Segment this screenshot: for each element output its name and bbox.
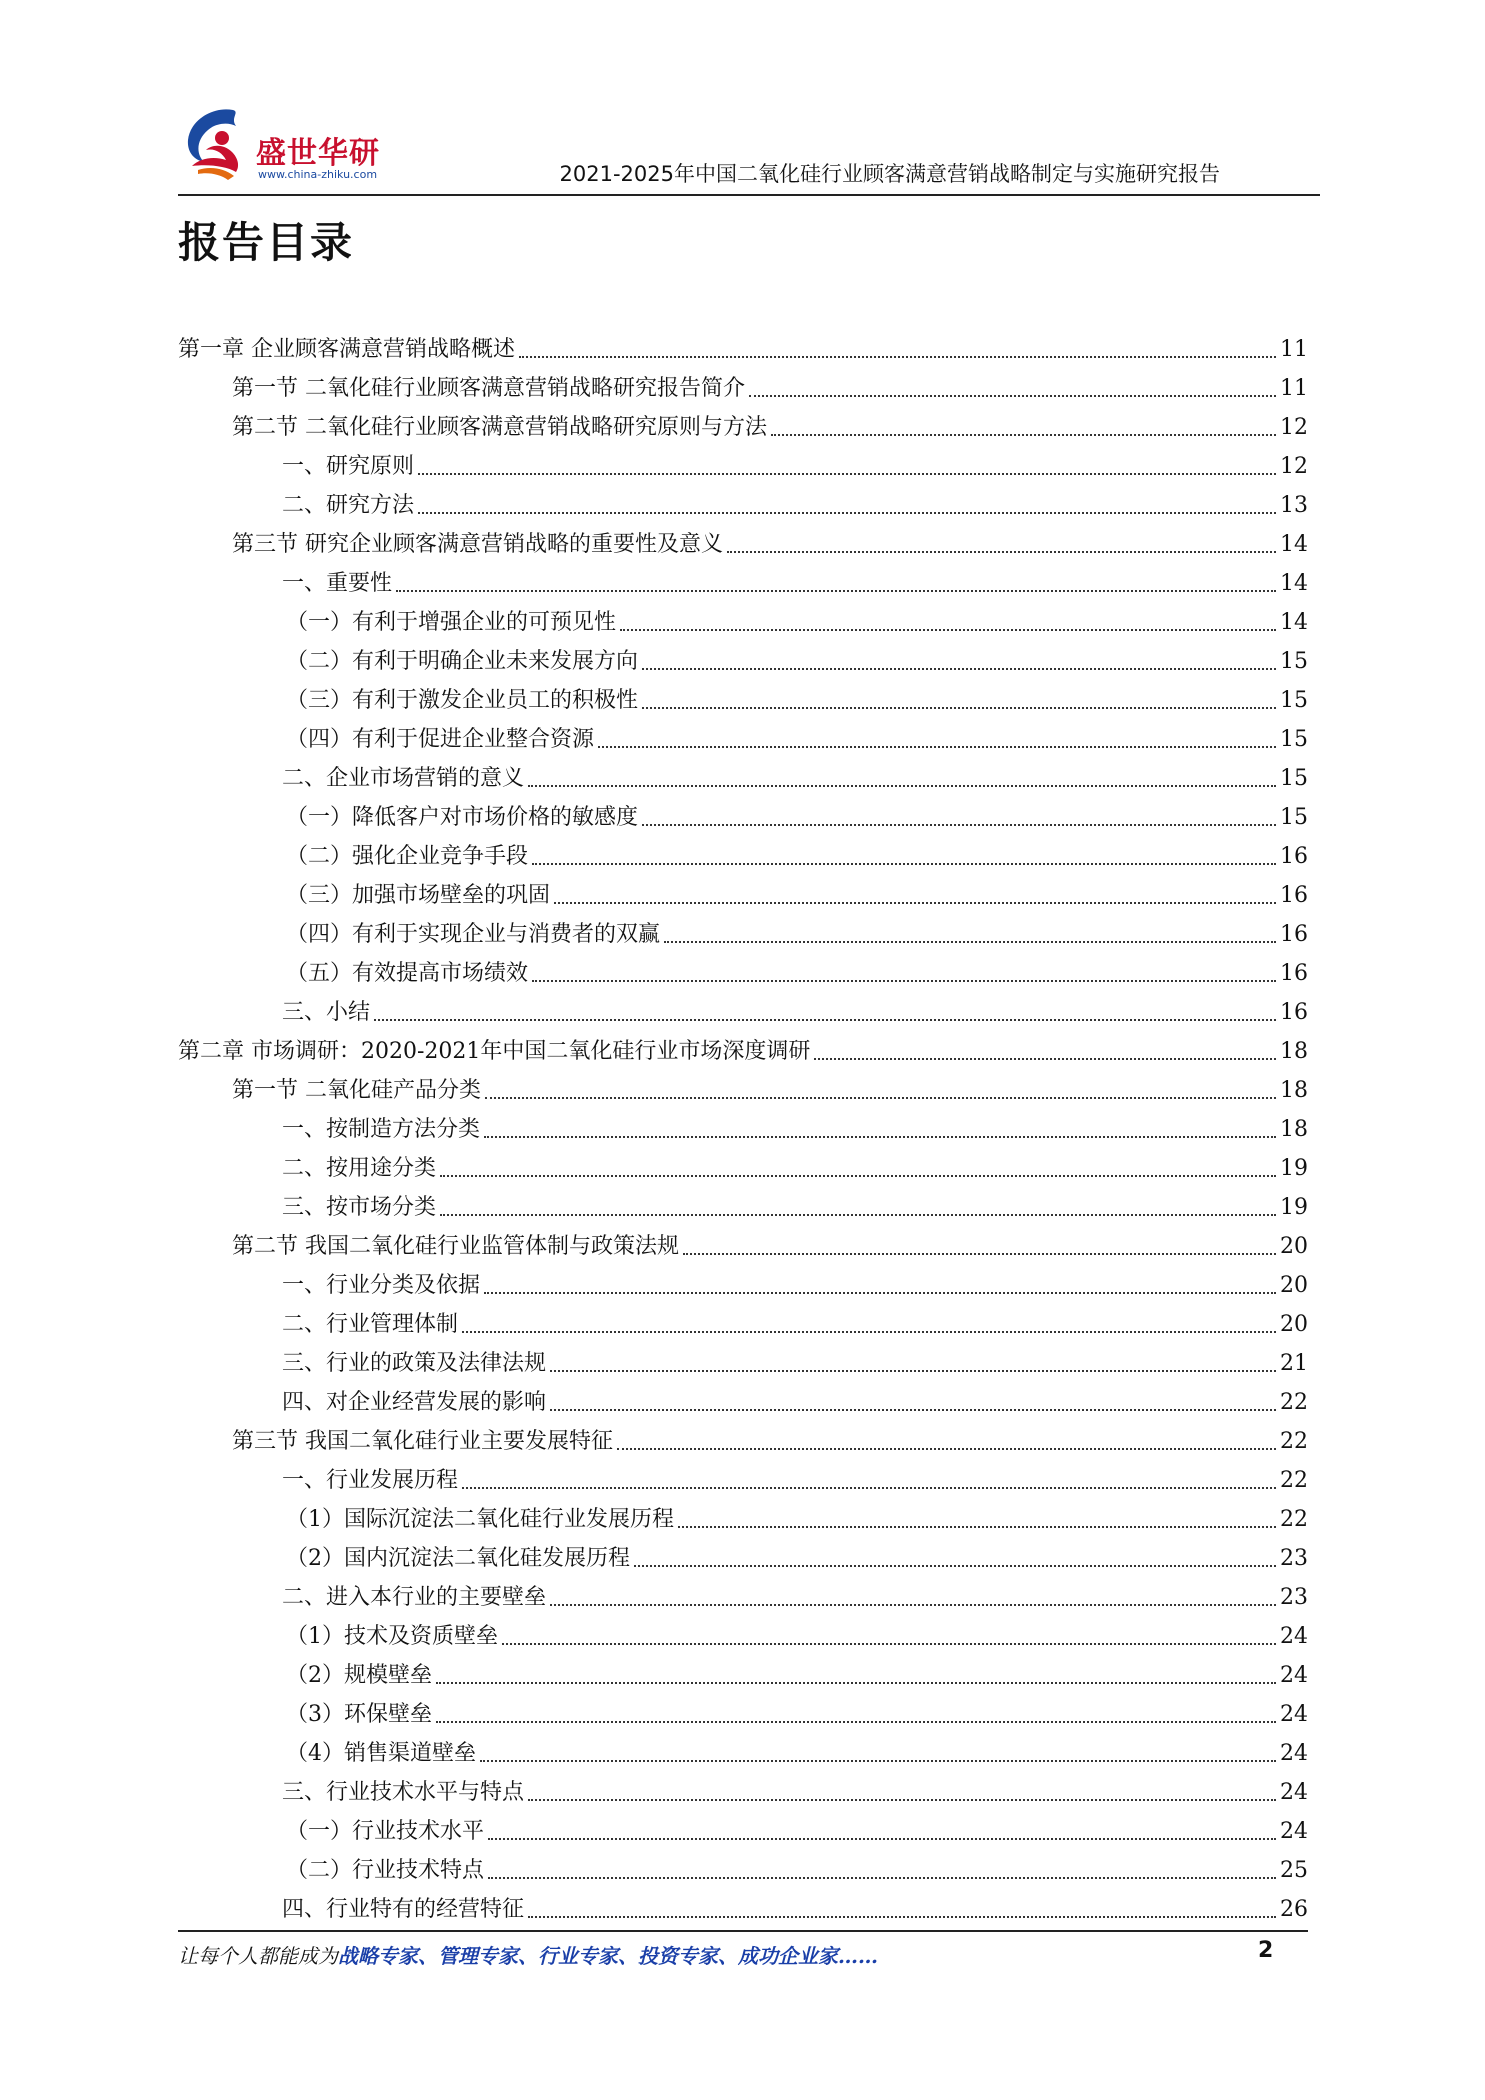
toc-entry-title: 一、行业发展历程 — [282, 1468, 459, 1493]
toc-entry[interactable] — [178, 1886, 1308, 1925]
toc-entry-page: 24 — [1280, 1819, 1308, 1844]
toc-leader-dots — [396, 590, 1276, 592]
toc-entry-title: 三、小结 — [282, 1000, 371, 1025]
report-title: 2021-2025年中国二氧化硅行业顾客满意营销战略制定与实施研究报告 — [559, 162, 1220, 186]
toc-entry-title: （一）行业技术水平 — [286, 1819, 485, 1844]
slogan-roles: 战略专家、管理专家、行业专家、投资专家、成功企业家…… — [338, 1944, 878, 1968]
toc-leader-dots — [436, 1682, 1276, 1684]
toc-entry[interactable] — [178, 1535, 1308, 1574]
toc-entry-title: 第二节 二氧化硅行业顾客满意营销战略研究原则与方法 — [232, 415, 767, 440]
toc-entry-title: （二）有利于明确企业未来发展方向 — [286, 649, 639, 674]
toc-entry[interactable] — [178, 989, 1308, 1028]
toc-leader-dots — [634, 1565, 1276, 1567]
toc-entry[interactable] — [178, 365, 1308, 404]
toc-entry[interactable] — [178, 326, 1308, 365]
toc-entry-title: 四、行业特有的经营特征 — [282, 1897, 525, 1922]
toc-entry[interactable] — [178, 1067, 1308, 1106]
toc-entry-title: 第一节 二氧化硅产品分类 — [232, 1078, 481, 1103]
page-title: 报告目录 — [178, 218, 355, 267]
toc-entry[interactable] — [178, 1028, 1308, 1067]
toc-entry-title: 三、按市场分类 — [282, 1195, 437, 1220]
toc-entry-page: 15 — [1280, 649, 1308, 674]
toc-leader-dots — [664, 941, 1276, 943]
toc-entry-page: 18 — [1280, 1117, 1308, 1142]
toc-entry[interactable] — [178, 833, 1308, 872]
toc-leader-dots — [532, 980, 1276, 982]
toc-entry-title: （四）有利于实现企业与消费者的双赢 — [286, 922, 661, 947]
toc-leader-dots — [532, 863, 1276, 865]
toc-entry[interactable] — [178, 911, 1308, 950]
toc-leader-dots — [550, 1409, 1276, 1411]
toc-leader-dots — [598, 746, 1276, 748]
toc-entry-page: 20 — [1280, 1312, 1308, 1337]
toc-entry-title: 第二章 市场调研：2020-2021年中国二氧化硅行业市场深度调研 — [178, 1039, 811, 1064]
toc-entry-title: （4）销售渠道壁垒 — [286, 1741, 476, 1766]
toc-entry-page: 16 — [1280, 1000, 1308, 1025]
toc-entry[interactable] — [178, 1613, 1308, 1652]
toc-entry-title: 第一节 二氧化硅行业顾客满意营销战略研究报告简介 — [232, 376, 745, 401]
toc-entry[interactable] — [178, 1808, 1308, 1847]
toc-entry[interactable] — [178, 1340, 1308, 1379]
toc-entry-page: 22 — [1280, 1429, 1308, 1454]
toc-entry-page: 20 — [1280, 1273, 1308, 1298]
toc-entry-page: 24 — [1280, 1741, 1308, 1766]
toc-entry[interactable] — [178, 1496, 1308, 1535]
toc-leader-dots — [484, 1136, 1276, 1138]
toc-entry-page: 16 — [1280, 844, 1308, 869]
toc-entry[interactable] — [178, 716, 1308, 755]
toc-leader-dots — [440, 1214, 1276, 1216]
toc-entry-title: （四）有利于促进企业整合资源 — [286, 727, 595, 752]
toc-leader-dots — [683, 1253, 1276, 1255]
toc-entry[interactable] — [178, 677, 1308, 716]
toc-entry-page: 25 — [1280, 1858, 1308, 1883]
toc-entry-title: （三）有利于激发企业员工的积极性 — [286, 688, 639, 713]
toc-leader-dots — [502, 1643, 1276, 1645]
toc-entry[interactable] — [178, 1574, 1308, 1613]
toc-entry-page: 12 — [1280, 454, 1308, 479]
logo-swirl-icon — [178, 100, 258, 186]
toc-entry-title: （三）加强市场壁垒的巩固 — [286, 883, 551, 908]
toc-entry-title: 一、按制造方法分类 — [282, 1117, 481, 1142]
toc-entry[interactable] — [178, 872, 1308, 911]
toc-leader-dots — [678, 1526, 1276, 1528]
toc-entry-page: 22 — [1280, 1390, 1308, 1415]
toc-entry[interactable] — [178, 1262, 1308, 1301]
toc-entry[interactable] — [178, 638, 1308, 677]
toc-entry[interactable] — [178, 1457, 1308, 1496]
slogan-lead: 让每个人都能成为 — [178, 1944, 338, 1968]
toc-entry-title: （五）有效提高市场绩效 — [286, 961, 529, 986]
toc-leader-dots — [440, 1175, 1276, 1177]
toc-leader-dots — [488, 1838, 1276, 1840]
toc-entry-page: 11 — [1280, 376, 1308, 401]
toc-leader-dots — [462, 1487, 1276, 1489]
toc-leader-dots — [727, 551, 1276, 553]
toc-entry-title: 第三节 我国二氧化硅行业主要发展特征 — [232, 1429, 613, 1454]
toc-entry-title: （2）国内沉淀法二氧化硅发展历程 — [286, 1546, 630, 1571]
toc-entry-page: 16 — [1280, 883, 1308, 908]
toc-entry-title: 三、行业技术水平与特点 — [282, 1780, 525, 1805]
toc-entry-page: 19 — [1280, 1195, 1308, 1220]
toc-entry-page: 22 — [1280, 1468, 1308, 1493]
toc-leader-dots — [485, 1097, 1276, 1099]
footer-divider — [178, 1930, 1308, 1932]
toc-entry[interactable] — [178, 1223, 1308, 1262]
toc-entry-page: 23 — [1280, 1585, 1308, 1610]
toc-leader-dots — [528, 785, 1276, 787]
toc-entry[interactable] — [178, 404, 1308, 443]
toc-leader-dots — [462, 1331, 1276, 1333]
toc-entry[interactable] — [178, 950, 1308, 989]
toc-leader-dots — [554, 902, 1276, 904]
toc-leader-dots — [642, 824, 1276, 826]
toc-leader-dots — [480, 1760, 1276, 1762]
toc-entry-title: 二、进入本行业的主要壁垒 — [282, 1585, 547, 1610]
toc-leader-dots — [771, 434, 1276, 436]
toc-leader-dots — [484, 1292, 1276, 1294]
toc-leader-dots — [519, 356, 1276, 358]
toc-entry-page: 23 — [1280, 1546, 1308, 1571]
toc-entry-title: 三、行业的政策及法律法规 — [282, 1351, 547, 1376]
toc-leader-dots — [418, 473, 1276, 475]
toc-entry-page: 15 — [1280, 727, 1308, 752]
toc-entry-page: 19 — [1280, 1156, 1308, 1181]
company-logo — [178, 100, 398, 190]
toc-entry-title: 第三节 研究企业顾客满意营销战略的重要性及意义 — [232, 532, 723, 557]
page-header — [178, 100, 1320, 196]
toc-entry-title: （1）国际沉淀法二氧化硅行业发展历程 — [286, 1507, 674, 1532]
toc-entry-page: 26 — [1280, 1897, 1308, 1922]
toc-entry-title: 一、重要性 — [282, 571, 393, 596]
toc-entry-page: 14 — [1280, 532, 1308, 557]
toc-leader-dots — [528, 1916, 1276, 1918]
toc-entry-title: 二、研究方法 — [282, 493, 415, 518]
toc-entry-page: 24 — [1280, 1624, 1308, 1649]
toc-leader-dots — [418, 512, 1276, 514]
toc-entry-page: 16 — [1280, 922, 1308, 947]
toc-entry-page: 15 — [1280, 688, 1308, 713]
toc-entry[interactable] — [178, 1184, 1308, 1223]
footer-slogan — [178, 1940, 878, 1969]
toc-entry[interactable] — [178, 794, 1308, 833]
logo-text: 盛世华研 — [256, 136, 380, 171]
toc-entry-title: （2）规模壁垒 — [286, 1663, 432, 1688]
toc-entry-title: 一、行业分类及依据 — [282, 1273, 481, 1298]
toc-entry-page: 21 — [1280, 1351, 1308, 1376]
toc-entry-page: 12 — [1280, 415, 1308, 440]
toc-entry[interactable] — [178, 1691, 1308, 1730]
toc-entry-title: （一）降低客户对市场价格的敏感度 — [286, 805, 639, 830]
toc-entry-title: 一、研究原则 — [282, 454, 415, 479]
toc-entry-title: （3）环保壁垒 — [286, 1702, 432, 1727]
toc-entry[interactable] — [178, 1769, 1308, 1808]
toc-entry[interactable] — [178, 1301, 1308, 1340]
toc-entry[interactable] — [178, 521, 1308, 560]
toc-entry-page: 24 — [1280, 1663, 1308, 1688]
toc-leader-dots — [436, 1721, 1276, 1723]
toc-entry-title: 第一章 企业顾客满意营销战略概述 — [178, 337, 515, 362]
page-number: 2 — [1258, 1938, 1274, 1963]
toc-entry[interactable] — [178, 1106, 1308, 1145]
toc-entry-page: 15 — [1280, 766, 1308, 791]
toc-entry-page: 16 — [1280, 961, 1308, 986]
toc-entry[interactable] — [178, 1145, 1308, 1184]
toc-entry[interactable] — [178, 443, 1308, 482]
toc-entry-title: （二）强化企业竞争手段 — [286, 844, 529, 869]
toc-entry-title: （一）有利于增强企业的可预见性 — [286, 610, 617, 635]
toc-entry-page: 18 — [1280, 1078, 1308, 1103]
toc-entry[interactable] — [178, 1730, 1308, 1769]
toc-entry[interactable] — [178, 1652, 1308, 1691]
toc-entry-title: 第二节 我国二氧化硅行业监管体制与政策法规 — [232, 1234, 679, 1259]
toc-entry[interactable] — [178, 482, 1308, 521]
toc-entry[interactable] — [178, 755, 1308, 794]
toc-entry[interactable] — [178, 560, 1308, 599]
toc-entry-page: 13 — [1280, 493, 1308, 518]
table-of-contents — [178, 326, 1308, 1925]
toc-entry-page: 24 — [1280, 1702, 1308, 1727]
toc-entry-page: 14 — [1280, 610, 1308, 635]
toc-entry-title: 二、按用途分类 — [282, 1156, 437, 1181]
toc-entry-page: 22 — [1280, 1507, 1308, 1532]
toc-entry[interactable] — [178, 1418, 1308, 1457]
header-divider — [178, 194, 1320, 196]
toc-entry[interactable] — [178, 599, 1308, 638]
toc-entry-title: （1）技术及资质壁垒 — [286, 1624, 498, 1649]
toc-leader-dots — [528, 1799, 1276, 1801]
toc-entry-page: 20 — [1280, 1234, 1308, 1259]
toc-leader-dots — [617, 1448, 1276, 1450]
toc-leader-dots — [749, 395, 1276, 397]
toc-entry-title: 四、对企业经营发展的影响 — [282, 1390, 547, 1415]
toc-entry-title: （二）行业技术特点 — [286, 1858, 485, 1883]
toc-leader-dots — [488, 1877, 1276, 1879]
toc-leader-dots — [642, 707, 1276, 709]
toc-entry-page: 24 — [1280, 1780, 1308, 1805]
toc-entry-title: 二、行业管理体制 — [282, 1312, 459, 1337]
logo-url: www.china-zhiku.com — [258, 168, 378, 181]
toc-entry[interactable] — [178, 1379, 1308, 1418]
toc-leader-dots — [642, 668, 1276, 670]
toc-leader-dots — [814, 1058, 1276, 1060]
toc-entry-page: 18 — [1280, 1039, 1308, 1064]
toc-leader-dots — [550, 1370, 1276, 1372]
toc-entry-page: 11 — [1280, 337, 1308, 362]
toc-entry-page: 14 — [1280, 571, 1308, 596]
toc-entry[interactable] — [178, 1847, 1308, 1886]
toc-leader-dots — [374, 1019, 1276, 1021]
toc-entry-title: 二、企业市场营销的意义 — [282, 766, 525, 791]
toc-leader-dots — [620, 629, 1276, 631]
toc-leader-dots — [550, 1604, 1276, 1606]
toc-entry-page: 15 — [1280, 805, 1308, 830]
